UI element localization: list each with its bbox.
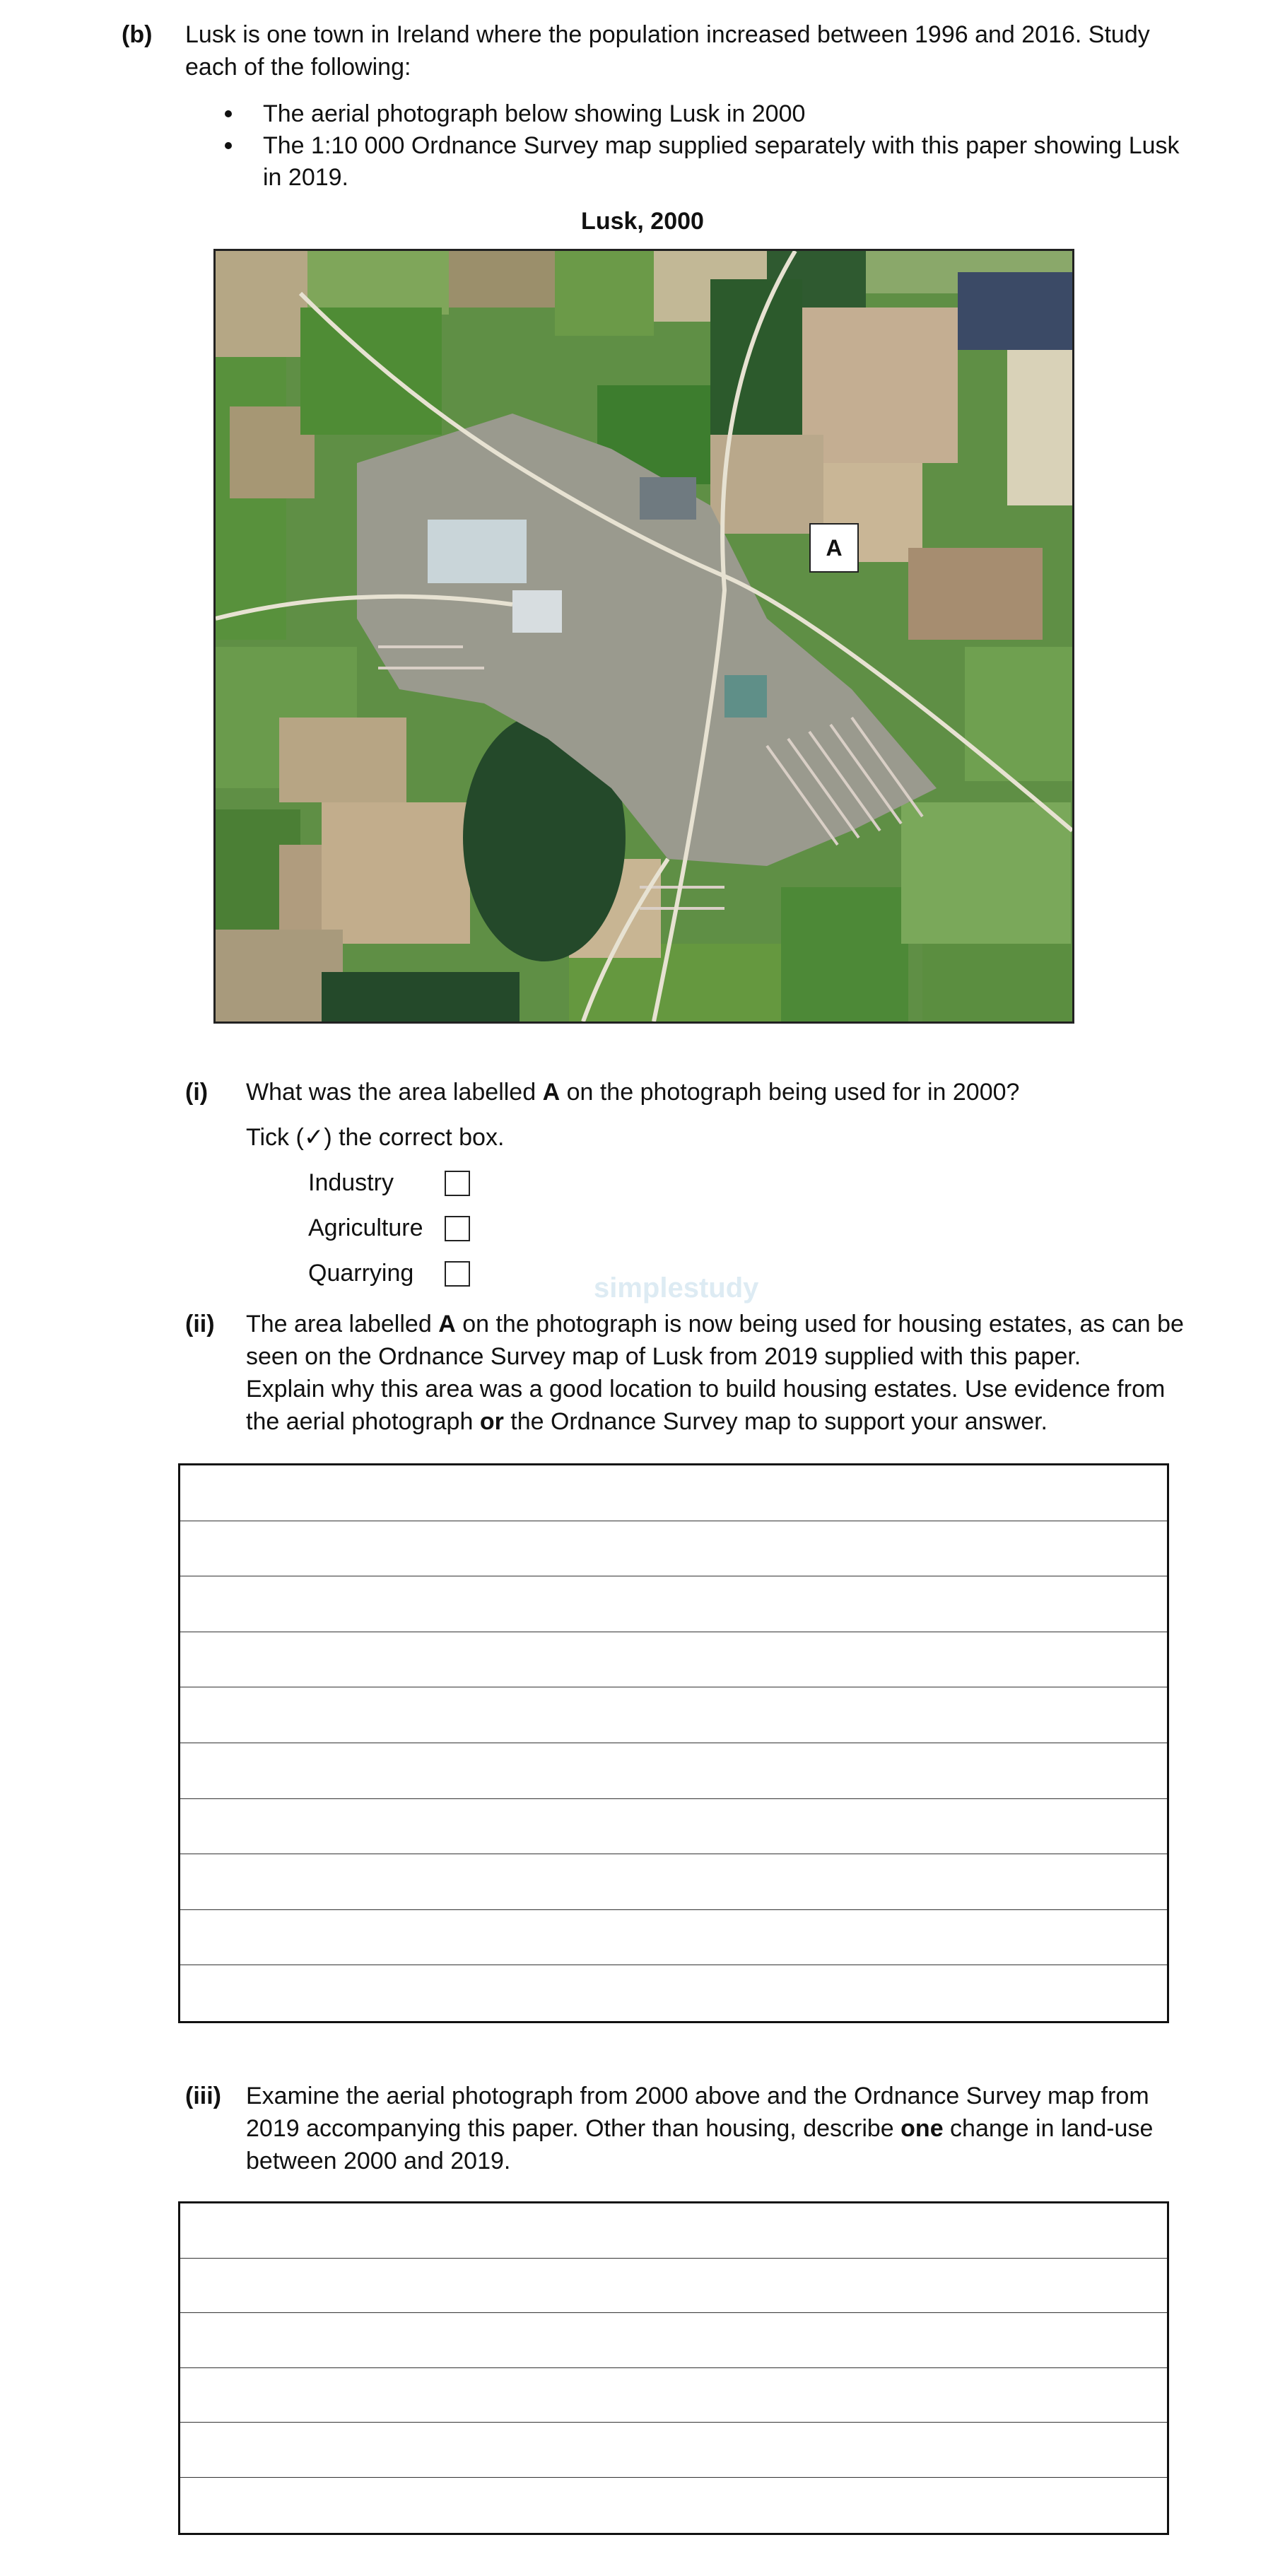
checkbox-agriculture[interactable] [445, 1216, 470, 1241]
question-ii-line-4: the aerial photograph or the Ordnance Survey map to support your answer. [246, 1408, 1048, 1435]
aerial-photograph [213, 249, 1074, 1024]
question-i-label: (i) [185, 1079, 209, 1106]
answer-line[interactable] [180, 1910, 1167, 1966]
tick-instruction: Tick (✓) the correct box. [246, 1124, 505, 1151]
question-iii-line-3: between 2000 and 2019. [246, 2148, 511, 2174]
answer-box-ii[interactable] [178, 1463, 1169, 2023]
bullet-dot [225, 142, 232, 149]
intro-line-1: Lusk is one town in Ireland where the population increased between 1996 and 2016. Study [185, 21, 1150, 48]
question-iii-line-1: Examine the aerial photograph from 2000 above and the Ordnance Survey map from [246, 2083, 1149, 2109]
aerial-photo-image [216, 251, 1072, 1021]
question-iii-label: (iii) [185, 2083, 221, 2109]
answer-line[interactable] [180, 1743, 1167, 1799]
option-label-agriculture: Agriculture [308, 1214, 423, 1241]
answer-line[interactable] [180, 1521, 1167, 1577]
question-ii-label: (ii) [185, 1311, 215, 1337]
area-a-marker: A [809, 523, 859, 573]
checkbox-industry[interactable] [445, 1171, 470, 1196]
answer-box-iii[interactable] [178, 2201, 1169, 2535]
question-ii-line-1: The area labelled A on the photograph is now being used for housing estates, as can be [246, 1311, 1184, 1337]
bullet-item: The 1:10 000 Ordnance Survey map supplied separately with this paper showing Lusk [263, 132, 1180, 159]
answer-line[interactable] [180, 2423, 1167, 2478]
answer-line[interactable] [180, 1965, 1167, 2021]
answer-line[interactable] [180, 1632, 1167, 1688]
bullet-dot [225, 110, 232, 117]
answer-line[interactable] [180, 1687, 1167, 1743]
watermark: simplestudy [594, 1272, 759, 1304]
bullet-item: The aerial photograph below showing Lusk in 2000 [263, 100, 806, 127]
question-iii-line-2: 2019 accompanying this paper. Other than housing, describe one change in land-use [246, 2115, 1154, 2142]
question-i-text: What was the area labelled A on the photograph being used for in 2000? [246, 1079, 1020, 1106]
checkbox-quarrying[interactable] [445, 1261, 470, 1287]
option-label-industry: Industry [308, 1169, 394, 1196]
answer-line[interactable] [180, 2368, 1167, 2423]
option-label-quarrying: Quarrying [308, 1260, 414, 1287]
answer-line[interactable] [180, 2313, 1167, 2368]
answer-line[interactable] [180, 1576, 1167, 1632]
answer-line[interactable] [180, 2478, 1167, 2533]
question-ii-line-2: seen on the Ordnance Survey map of Lusk from 2019 supplied with this paper. [246, 1343, 1081, 1370]
question-ii-line-3: Explain why this area was a good location to build housing estates. Use evidence from [246, 1376, 1166, 1403]
answer-line[interactable] [180, 2203, 1167, 2259]
answer-line[interactable] [180, 1854, 1167, 1910]
bullet-item-continued: in 2019. [263, 164, 348, 191]
answer-line[interactable] [180, 1465, 1167, 1521]
part-b-label: (b) [122, 21, 153, 48]
answer-line[interactable] [180, 2259, 1167, 2314]
intro-line-2: each of the following: [185, 54, 411, 81]
answer-line[interactable] [180, 1799, 1167, 1855]
photo-caption: Lusk, 2000 [581, 208, 704, 235]
